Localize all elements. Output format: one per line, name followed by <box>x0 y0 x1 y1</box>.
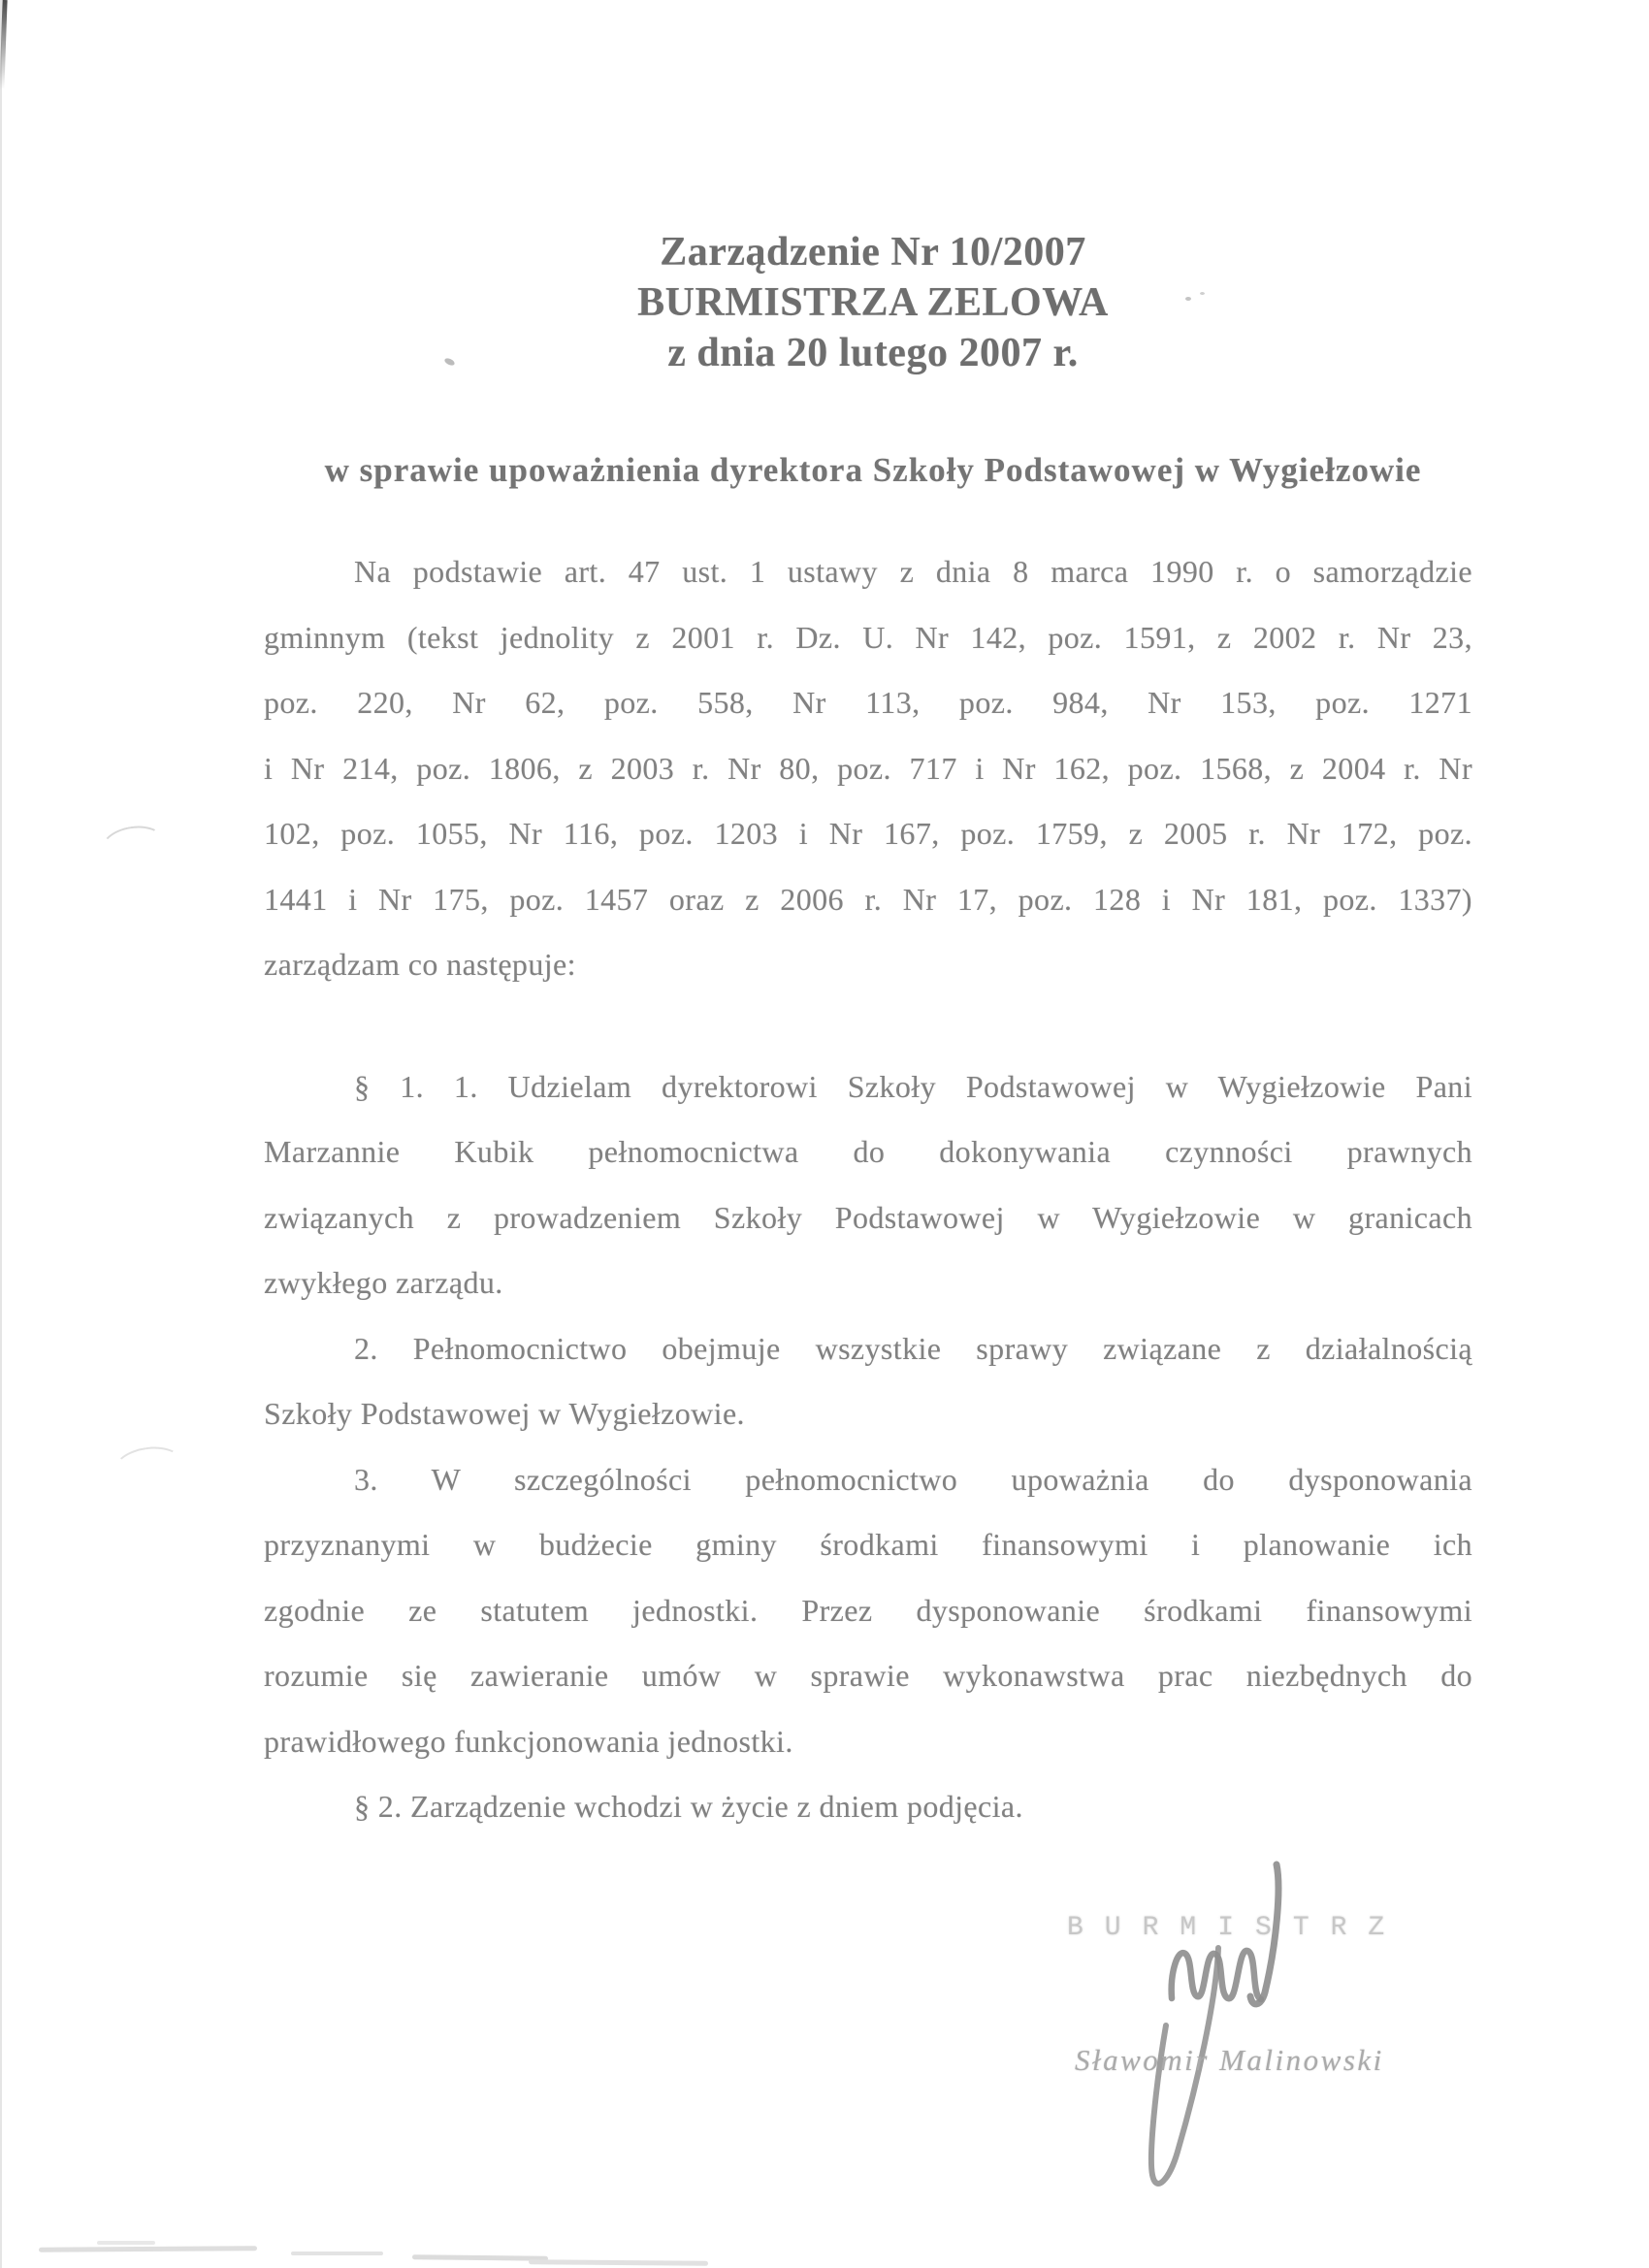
scan-arc-artifact <box>113 1442 185 1488</box>
body-line: § 1. 1. Udzielam dyrektorowi Szkoły Podstawowej w Wygiełzowie Pani <box>354 1068 1472 1104</box>
document-body <box>264 539 1472 1840</box>
title-line-date: z dnia 20 lutego 2007 r. <box>667 331 1079 375</box>
scan-speck <box>1185 297 1191 301</box>
burmistrz-stamp-text: BURMISTRZ <box>1067 1913 1406 1943</box>
body-line: § 2. Zarządzenie wchodzi w życie z dniem podjęcia. <box>354 1789 1023 1824</box>
scan-smudge <box>412 2254 548 2260</box>
body-line: poz. 220, Nr 62, poz. 558, Nr 113, poz. 984, Nr 153, poz. 1271 <box>264 685 1472 720</box>
body-line: 2. Pełnomocnictwo obejmuje wszystkie sprawy związane z działalnością <box>354 1330 1472 1366</box>
scan-arc-artifact <box>98 822 168 871</box>
body-line: prawidłowego funkcjonowania jednostki. <box>264 1723 793 1759</box>
body-line: i Nr 214, poz. 1806, z 2003 r. Nr 80, poz. 717 i Nr 162, poz. 1568, z 2004 r. Nr <box>264 750 1472 786</box>
body-line: Marzannie Kubik pełnomocnictwa do dokonywania czynności prawnych <box>264 1134 1472 1169</box>
body-line: 3. W szczególności pełnomocnictwo upoważnia do dysponowania <box>354 1461 1472 1497</box>
body-line: zwykłego zarządu. <box>264 1265 503 1300</box>
title-line-number: Zarządzenie Nr 10/2007 <box>660 230 1086 275</box>
body-line: 102, poz. 1055, Nr 116, poz. 1203 i Nr 167, poz. 1759, z 2005 r. Nr 172, poz. <box>264 816 1472 851</box>
scan-smudge <box>39 2246 257 2252</box>
body-line: rozumie się zawieranie umów w sprawie wykonawstwa prac niezbędnych do <box>264 1658 1472 1693</box>
signature-name: Sławomir Malinowski <box>1075 2043 1384 2077</box>
paragraph-gap <box>264 998 1472 1054</box>
body-line: gminnym (tekst jednolity z 2001 r. Dz. U. Nr 142, poz. 1591, z 2002 r. Nr 23, <box>264 619 1472 655</box>
scan-corner-mark <box>0 0 8 89</box>
body-line: 1441 i Nr 175, poz. 1457 oraz z 2006 r. Nr 17, poz. 128 i Nr 181, poz. 1337) <box>264 881 1472 917</box>
scan-smudge <box>97 2241 155 2245</box>
handwritten-signature <box>1096 1851 1348 2219</box>
body-line: przyznanymi w budżecie gminy środkami finansowymi i planowanie ich <box>264 1527 1472 1562</box>
body-line: zarządzam co następuje: <box>264 947 576 982</box>
title-line-authority: BURMISTRZA ZELOWA <box>637 280 1109 325</box>
document-subject: w sprawie upoważnienia dyrektora Szkoły Podstawowej w Wygiełzowie <box>324 451 1422 489</box>
scan-smudge <box>529 2259 708 2266</box>
document-title <box>97 227 1649 378</box>
body-line: zgodnie ze statutem jednostki. Przez dysponowanie środkami finansowymi <box>264 1592 1472 1628</box>
scan-edge-line <box>0 0 2 2268</box>
scan-speck <box>1200 292 1205 295</box>
scan-smudge <box>291 2252 383 2255</box>
body-line: Na podstawie art. 47 ust. 1 ustawy z dnia 8 marca 1990 r. o samorządzie <box>354 554 1472 589</box>
body-line: związanych z prowadzeniem Szkoły Podstawowej w Wygiełzowie w granicach <box>264 1199 1472 1235</box>
body-line: Szkoły Podstawowej w Wygiełzowie. <box>264 1396 745 1431</box>
